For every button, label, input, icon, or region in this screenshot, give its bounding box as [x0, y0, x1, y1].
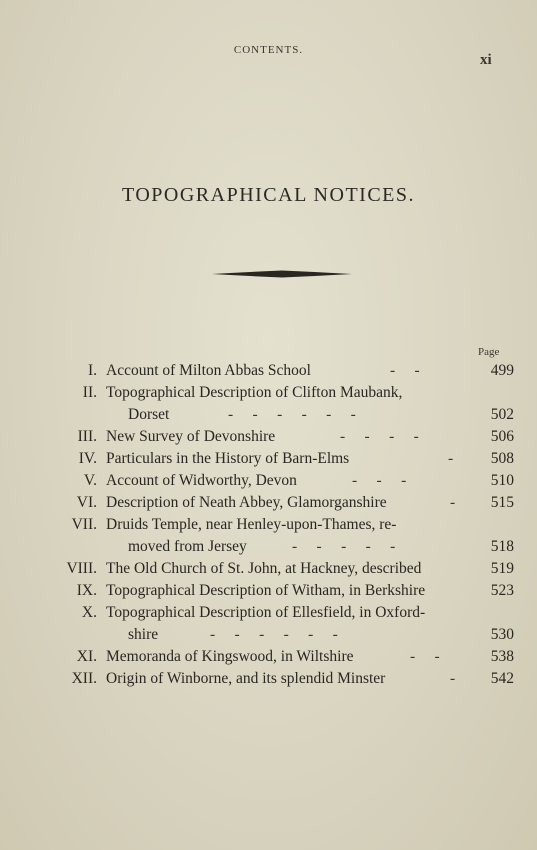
toc-line: [0, 668, 537, 690]
toc-entry-title: Topographical Description of Clifton Maubank,: [106, 384, 403, 401]
dot-leader: - - - - - -: [228, 406, 356, 423]
toc-line: [0, 558, 537, 580]
toc-line: [0, 580, 537, 602]
toc-line: [0, 470, 537, 492]
toc-entry-number: IX.: [76, 582, 97, 599]
toc-entry-title: New Survey of Devonshire: [106, 428, 276, 445]
toc-entry-title: Topographical Description of Ellesfield, in Oxford-: [106, 604, 426, 621]
toc-page-number: 538: [490, 648, 514, 665]
toc-page-number: 530: [490, 626, 514, 643]
toc-line: [0, 536, 537, 558]
dot-leader: - - - -: [340, 428, 419, 445]
dot-leader: -: [450, 494, 456, 511]
dot-leader: - -: [410, 648, 440, 665]
toc-line: [0, 602, 537, 624]
toc-entry-title: Description of Neath Abbey, Glamorganshire: [106, 494, 387, 511]
toc-entry-number: V.: [83, 472, 97, 489]
toc-entry-number: IV.: [78, 450, 97, 467]
dot-leader: -: [450, 670, 456, 687]
page-folio: xi: [480, 52, 492, 68]
toc-entry-number: X.: [81, 604, 97, 621]
toc-line: [0, 404, 537, 426]
toc-entry-number: II.: [82, 384, 97, 401]
toc-entry-number: VII.: [71, 516, 97, 533]
toc-entry-number: VIII.: [66, 560, 97, 577]
toc-page-number: 506: [490, 428, 514, 445]
toc-entry-title: Account of Milton Abbas School: [106, 362, 311, 379]
page-column-label: Page: [478, 346, 500, 358]
toc-entry-number: XI.: [76, 648, 97, 665]
toc-entry-title: moved from Jersey: [128, 538, 247, 555]
toc-page-number: 519: [490, 560, 514, 577]
toc-line: [0, 448, 537, 470]
toc-entry-number: XII.: [71, 670, 97, 687]
dot-leader: - - - - - -: [210, 626, 338, 643]
toc-page-number: 502: [490, 406, 514, 423]
toc-page-number: 499: [490, 362, 514, 379]
toc-line: [0, 382, 537, 404]
toc-entry-title: Account of Widworthy, Devon: [106, 472, 297, 489]
toc-line: [0, 492, 537, 514]
toc-page-number: 523: [490, 582, 514, 599]
toc-line: [0, 514, 537, 536]
dot-leader: -: [448, 450, 454, 467]
dot-leader: - - - - -: [292, 538, 396, 555]
toc-line: [0, 426, 537, 448]
toc-line: [0, 624, 537, 646]
toc-entry-title: Memoranda of Kingswood, in Wiltshire: [106, 648, 354, 665]
toc-line: [0, 646, 537, 668]
dot-leader: - -: [390, 362, 420, 379]
toc-entry-title: Topographical Description of Witham, in Berkshire: [106, 582, 426, 599]
section-title: TOPOGRAPHICAL NOTICES.: [121, 184, 416, 206]
toc-entry-title: shire: [128, 626, 159, 643]
dot-leader: - - -: [352, 472, 407, 489]
toc-entry-title: The Old Church of St. John, at Hackney, described: [106, 560, 422, 577]
toc-entry-title: Particulars in the History of Barn-Elms: [106, 450, 350, 467]
toc-entry-number: III.: [77, 428, 97, 445]
toc-page-number: 510: [490, 472, 514, 489]
toc-page-number: 518: [490, 538, 514, 555]
toc-entry-title: Dorset: [128, 406, 170, 423]
toc-page-number: 542: [490, 670, 514, 687]
toc-entry-title: Origin of Winborne, and its splendid Minster: [106, 670, 386, 687]
toc-page-number: 508: [490, 450, 514, 467]
toc-entry-title: Druids Temple, near Henley-upon-Thames, re-: [106, 516, 397, 533]
toc-entry-number: I.: [87, 362, 97, 379]
running-head: CONTENTS.: [233, 44, 304, 56]
toc-line: [0, 360, 537, 382]
toc-page-number: 515: [490, 494, 514, 511]
toc-entry-number: VI.: [76, 494, 97, 511]
